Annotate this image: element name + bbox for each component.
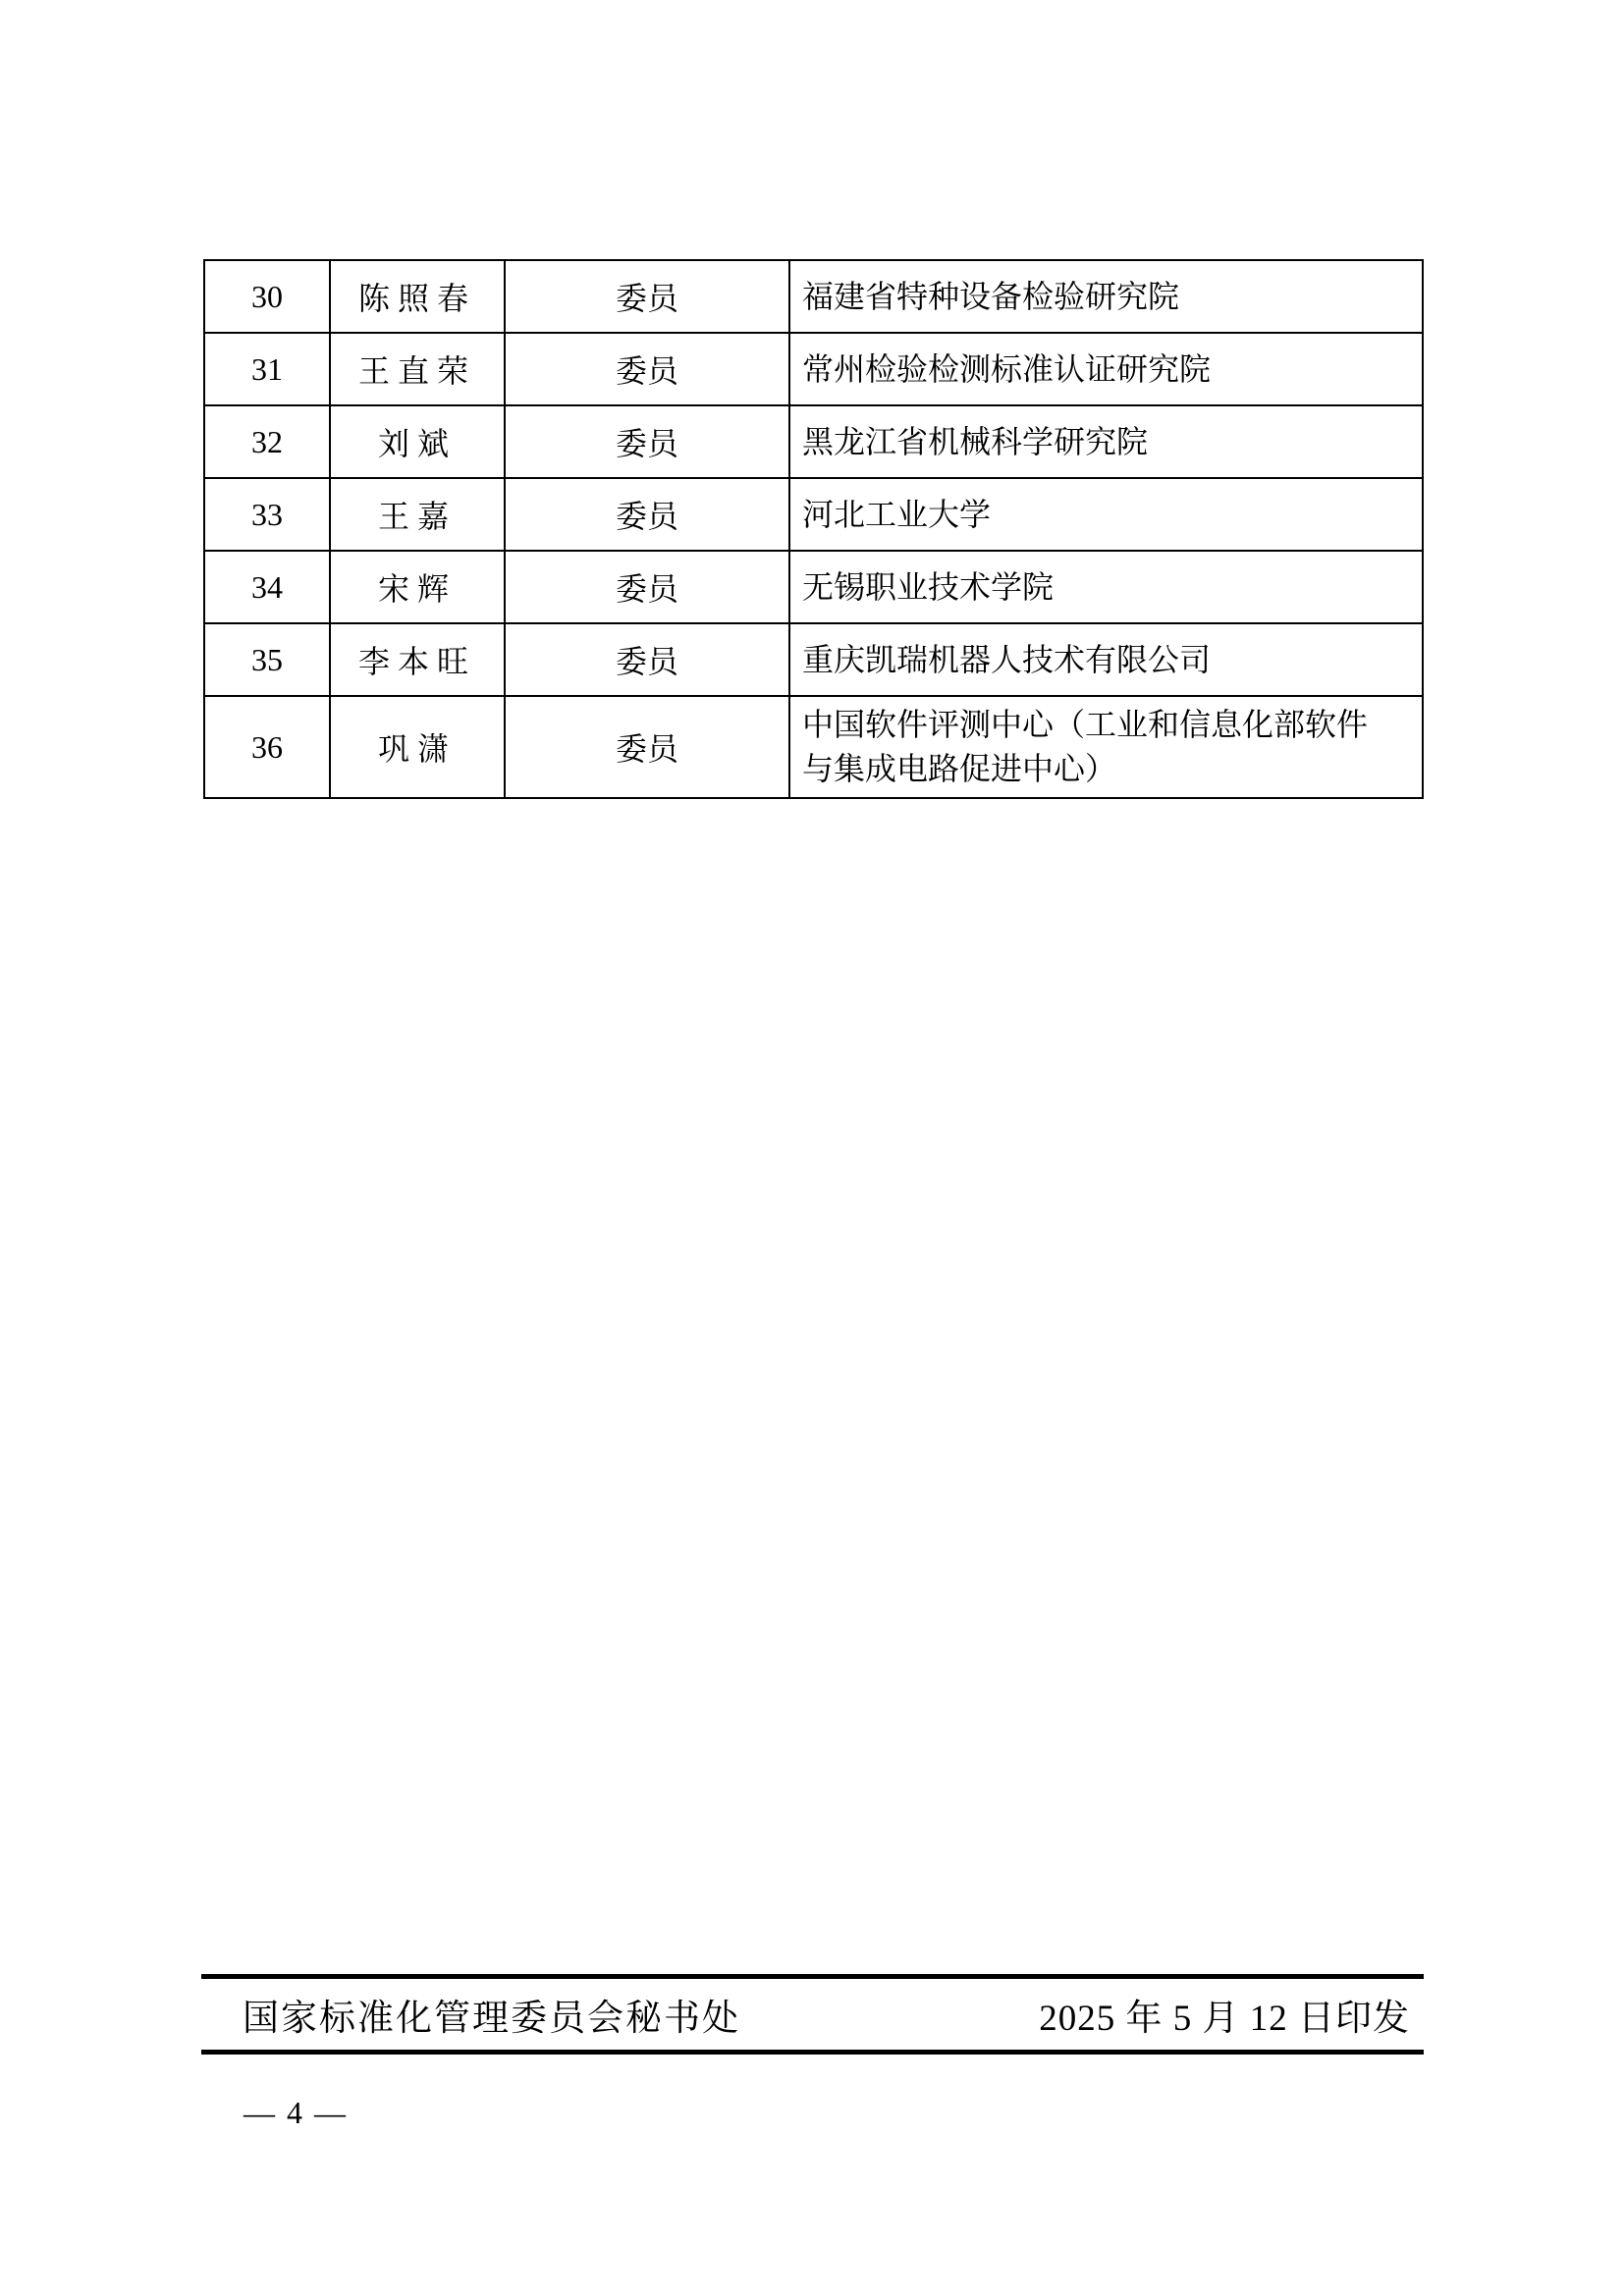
member-no-cell: 34	[204, 551, 330, 623]
member-role-cell: 委员	[505, 623, 789, 696]
committee-member-table	[203, 259, 1424, 799]
member-role-cell: 委员	[505, 260, 789, 333]
table-row	[204, 551, 1423, 623]
member-no-cell: 36	[204, 696, 330, 798]
member-role-cell: 委员	[505, 696, 789, 798]
member-name-cell: 王直荣	[330, 333, 505, 405]
table-row	[204, 260, 1423, 333]
member-no-cell: 33	[204, 478, 330, 551]
member-role-cell: 委员	[505, 478, 789, 551]
member-no-cell: 30	[204, 260, 330, 333]
member-no-cell: 32	[204, 405, 330, 478]
member-org-cell: 常州检验检测标准认证研究院	[789, 333, 1423, 405]
member-org-cell: 黑龙江省机械科学研究院	[789, 405, 1423, 478]
member-org-cell: 重庆凯瑞机器人技术有限公司	[789, 623, 1423, 696]
member-role-cell: 委员	[505, 405, 789, 478]
table-row	[204, 696, 1423, 798]
footer-print-date: 2025 年 5 月 12 日印发	[1039, 1999, 1410, 2039]
member-role-cell: 委员	[505, 551, 789, 623]
table-row	[204, 333, 1423, 405]
member-org-cell: 中国软件评测中心（工业和信息化部软件与集成电路促进中心）	[789, 696, 1423, 798]
member-org-cell: 无锡职业技术学院	[789, 551, 1423, 623]
member-name-cell: 李本旺	[330, 623, 505, 696]
member-role-cell: 委员	[505, 333, 789, 405]
member-name-cell: 宋辉	[330, 551, 505, 623]
member-no-cell: 31	[204, 333, 330, 405]
member-name-cell: 陈照春	[330, 260, 505, 333]
table-row	[204, 478, 1423, 551]
table-row	[204, 405, 1423, 478]
footer-bottom-rule	[201, 2050, 1424, 2055]
member-no-cell: 35	[204, 623, 330, 696]
footer	[201, 1979, 1424, 2050]
member-name-cell: 王嘉	[330, 478, 505, 551]
member-name-cell: 巩潇	[330, 696, 505, 798]
member-org-cell: 福建省特种设备检验研究院	[789, 260, 1423, 333]
table-row	[204, 623, 1423, 696]
member-name-cell: 刘斌	[330, 405, 505, 478]
page-number: — 4 —	[244, 2095, 348, 2130]
footer-issuer: 国家标准化管理委员会秘书处	[243, 1999, 740, 2039]
member-org-cell: 河北工业大学	[789, 478, 1423, 551]
